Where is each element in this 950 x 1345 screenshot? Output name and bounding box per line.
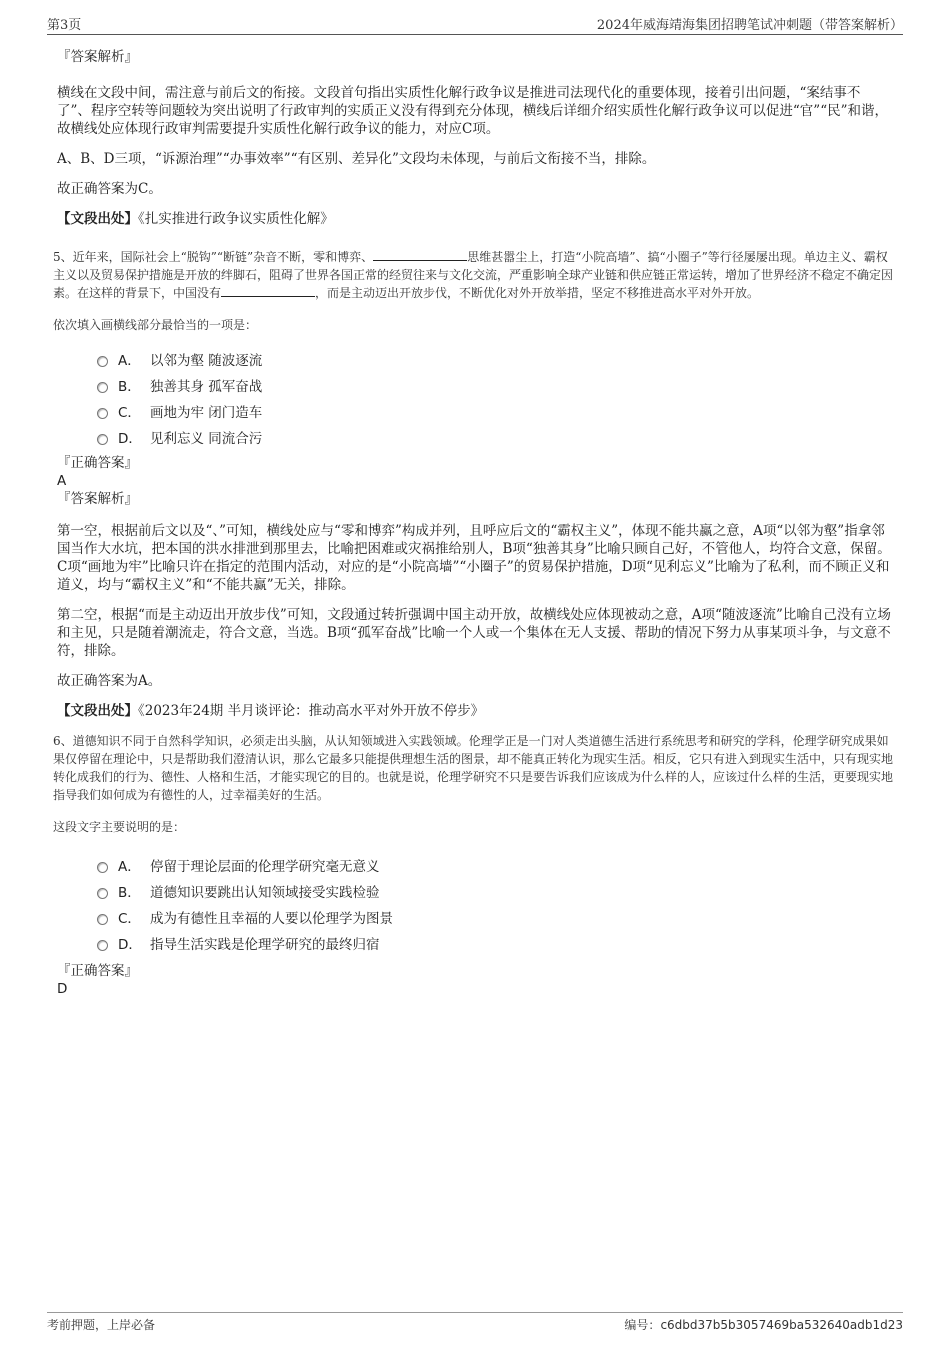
source-line — [57, 210, 893, 228]
source-text: 《扎实推进行政争议实质性化解》 — [138, 211, 334, 227]
analysis-paragraph: A、B、D三项，“诉源治理”“办事效率”“有区别、差异化”文段均未体现，与前后文衔接不当，排除。 — [57, 151, 656, 167]
page-header — [47, 14, 903, 35]
question-stem — [53, 248, 893, 302]
code-label: 编号： — [624, 1318, 661, 1332]
option-c[interactable] — [97, 400, 893, 426]
option-b[interactable] — [97, 374, 893, 400]
option-text: 以邻为壑 随波逐流 — [150, 353, 263, 369]
radio-icon[interactable] — [97, 434, 108, 445]
option-b[interactable] — [97, 880, 893, 906]
option-letter: C． — [118, 405, 141, 421]
stem-part: 5、近年来，国际社会上“脱钩”“断链”杂音不断，零和博弈、 — [53, 250, 374, 264]
option-letter: C． — [118, 911, 141, 927]
source-label: 【文段出处】 — [57, 703, 138, 719]
option-a[interactable] — [97, 348, 893, 374]
option-text: 独善其身 孤军奋战 — [150, 379, 263, 395]
source-line — [57, 702, 893, 720]
page-number: 第3页 — [47, 18, 82, 33]
analysis-paragraph: 第一空，根据前后文以及“、”可知，横线处应与“零和博弈”构成并列，且呼应后文的“霸权主义”，体现不能共赢之意，A项“以邻为壑”指拿邻国当作大水坑，把本国的洪水排泄到那里去，比喻把困难或灾祸推给别人，B项“独善其身”比喻只顾自己好，不管他人，均符合文意，保留。C项“画地为牢”比喻只许在指定的范围内活动，对应的是“小院高墙”“小圈子”的贸易保护措施，D项“见利忘义”比喻为了私利，而不顾正义和道义，均与“霸权主义”和“不能共赢”无关，排除。 — [57, 523, 891, 593]
analysis-label: 『答案解析』 — [57, 49, 138, 65]
source-text: 《2023年24期 半月谈评论：推动高水平对外开放不停步》 — [138, 703, 485, 719]
question-prompt: 依次填入画横线部分最恰当的一项是： — [53, 318, 258, 332]
option-letter: B． — [118, 379, 141, 395]
option-letter: B． — [118, 885, 141, 901]
options-list — [57, 854, 893, 958]
code-value: c6dbd37b5b3057469ba532640adb1d23 — [660, 1318, 903, 1332]
question-prompt: 这段文字主要说明的是： — [53, 820, 186, 834]
page-footer — [47, 1312, 903, 1336]
option-text: 成为有德性且幸福的人要以伦理学为图景 — [150, 911, 393, 927]
analysis-label: 『答案解析』 — [57, 491, 138, 507]
option-text: 指导生活实践是伦理学研究的最终归宿 — [150, 937, 380, 953]
radio-icon[interactable] — [97, 382, 108, 393]
option-text: 见利忘义 同流合污 — [150, 431, 263, 447]
stem-part: 思维甚嚣尘上，打造“小院高墙”、搞“小圈子”等行径屡屡出现。单边主义、霸权主义以及贸易保护措施是开放的绊脚石，阻碍了世界各国正常的经贸往来与文化交流，严重影响全球产业链和供应链正常运转，增加了世界经济不稳定不确定因素。在这样的背景下，中国没有 — [53, 250, 894, 300]
analysis-paragraph: 第二空，根据“而是主动迈出开放步伐”可知，文段通过转折强调中国主动开放，故横线处应体现被动之意，A项“随波逐流”比喻自己没有立场和主见，只是随着潮流走，符合文意，当选。B项“孤军奋战”比喻一个人或一个集体在无人支援、帮助的情况下努力从事某项斗争，与文意不符，排除。 — [57, 607, 891, 659]
analysis-paragraph: 横线在文段中间，需注意与前后文的衔接。文段首句指出实质性化解行政争议是推进司法现代化的重要体现，接着引出问题，“案结事不了”、程序空转等问题较为突出说明了行政审判的实质正义没有得到充分体现，横线后详细介绍实质性化解行政争议可以促进“官”“民”和谐，故横线处应体现行政审判需要提升实质性化解行政争议的能力，对应C项。 — [57, 85, 889, 137]
option-letter: D． — [118, 431, 142, 447]
question-stem: 6、道德知识不同于自然科学知识，必须走出头脑，从认知领域进入实践领域。伦理学正是一门对人类道德生活进行系统思考和研究的学科，伦理学研究成果如果仅停留在理论中，只是帮助我们澄清认识，那么它最多只能提供理想生活的图景，却不能真正转化为现实生活。相反，它只有进入到现实生活中，只有现实地转化成我们的行为、德性、人格和生活，才能实现它的目的。也就是说，伦理学研究不只是要告诉我们应该成为什么样的人，应该过什么样的生活，更要现实地指导我们如何成为有德性的人，过幸福美好的生活。 — [53, 734, 894, 802]
option-letter: A． — [118, 353, 141, 369]
option-text: 道德知识要跳出认知领域接受实践检验 — [150, 885, 380, 901]
option-a[interactable] — [97, 854, 893, 880]
radio-icon[interactable] — [97, 914, 108, 925]
document-title: 2024年威海靖海集团招聘笔试冲刺题（带答案解析） — [596, 18, 903, 33]
answer-label: 『正确答案』 — [57, 963, 138, 979]
radio-icon[interactable] — [97, 408, 108, 419]
option-d[interactable] — [97, 426, 893, 452]
option-d[interactable] — [97, 932, 893, 958]
conclusion: 故正确答案为C。 — [57, 181, 162, 197]
option-letter: D． — [118, 937, 142, 953]
answer-label: 『正确答案』 — [57, 455, 138, 471]
radio-icon[interactable] — [97, 940, 108, 951]
answer-value: D — [57, 981, 68, 997]
radio-icon[interactable] — [97, 356, 108, 367]
options-list — [57, 348, 893, 452]
option-text: 画地为牢 闭门造车 — [150, 405, 263, 421]
footer-slogan: 考前押题，上岸必备 — [47, 1318, 156, 1332]
stem-part: ，而是主动迈出开放步伐，不断优化对外开放举措，坚定不移推进高水平对外开放。 — [315, 286, 760, 300]
option-text: 停留于理论层面的伦理学研究毫无意义 — [150, 859, 380, 875]
radio-icon[interactable] — [97, 888, 108, 899]
blank-line — [373, 248, 467, 261]
blank-line — [221, 284, 315, 297]
option-c[interactable] — [97, 906, 893, 932]
source-label: 【文段出处】 — [57, 211, 138, 227]
answer-value: A — [57, 473, 67, 489]
document-code — [624, 1316, 903, 1333]
conclusion: 故正确答案为A。 — [57, 673, 162, 689]
option-letter: A． — [118, 859, 141, 875]
radio-icon[interactable] — [97, 862, 108, 873]
page-content — [53, 46, 894, 998]
